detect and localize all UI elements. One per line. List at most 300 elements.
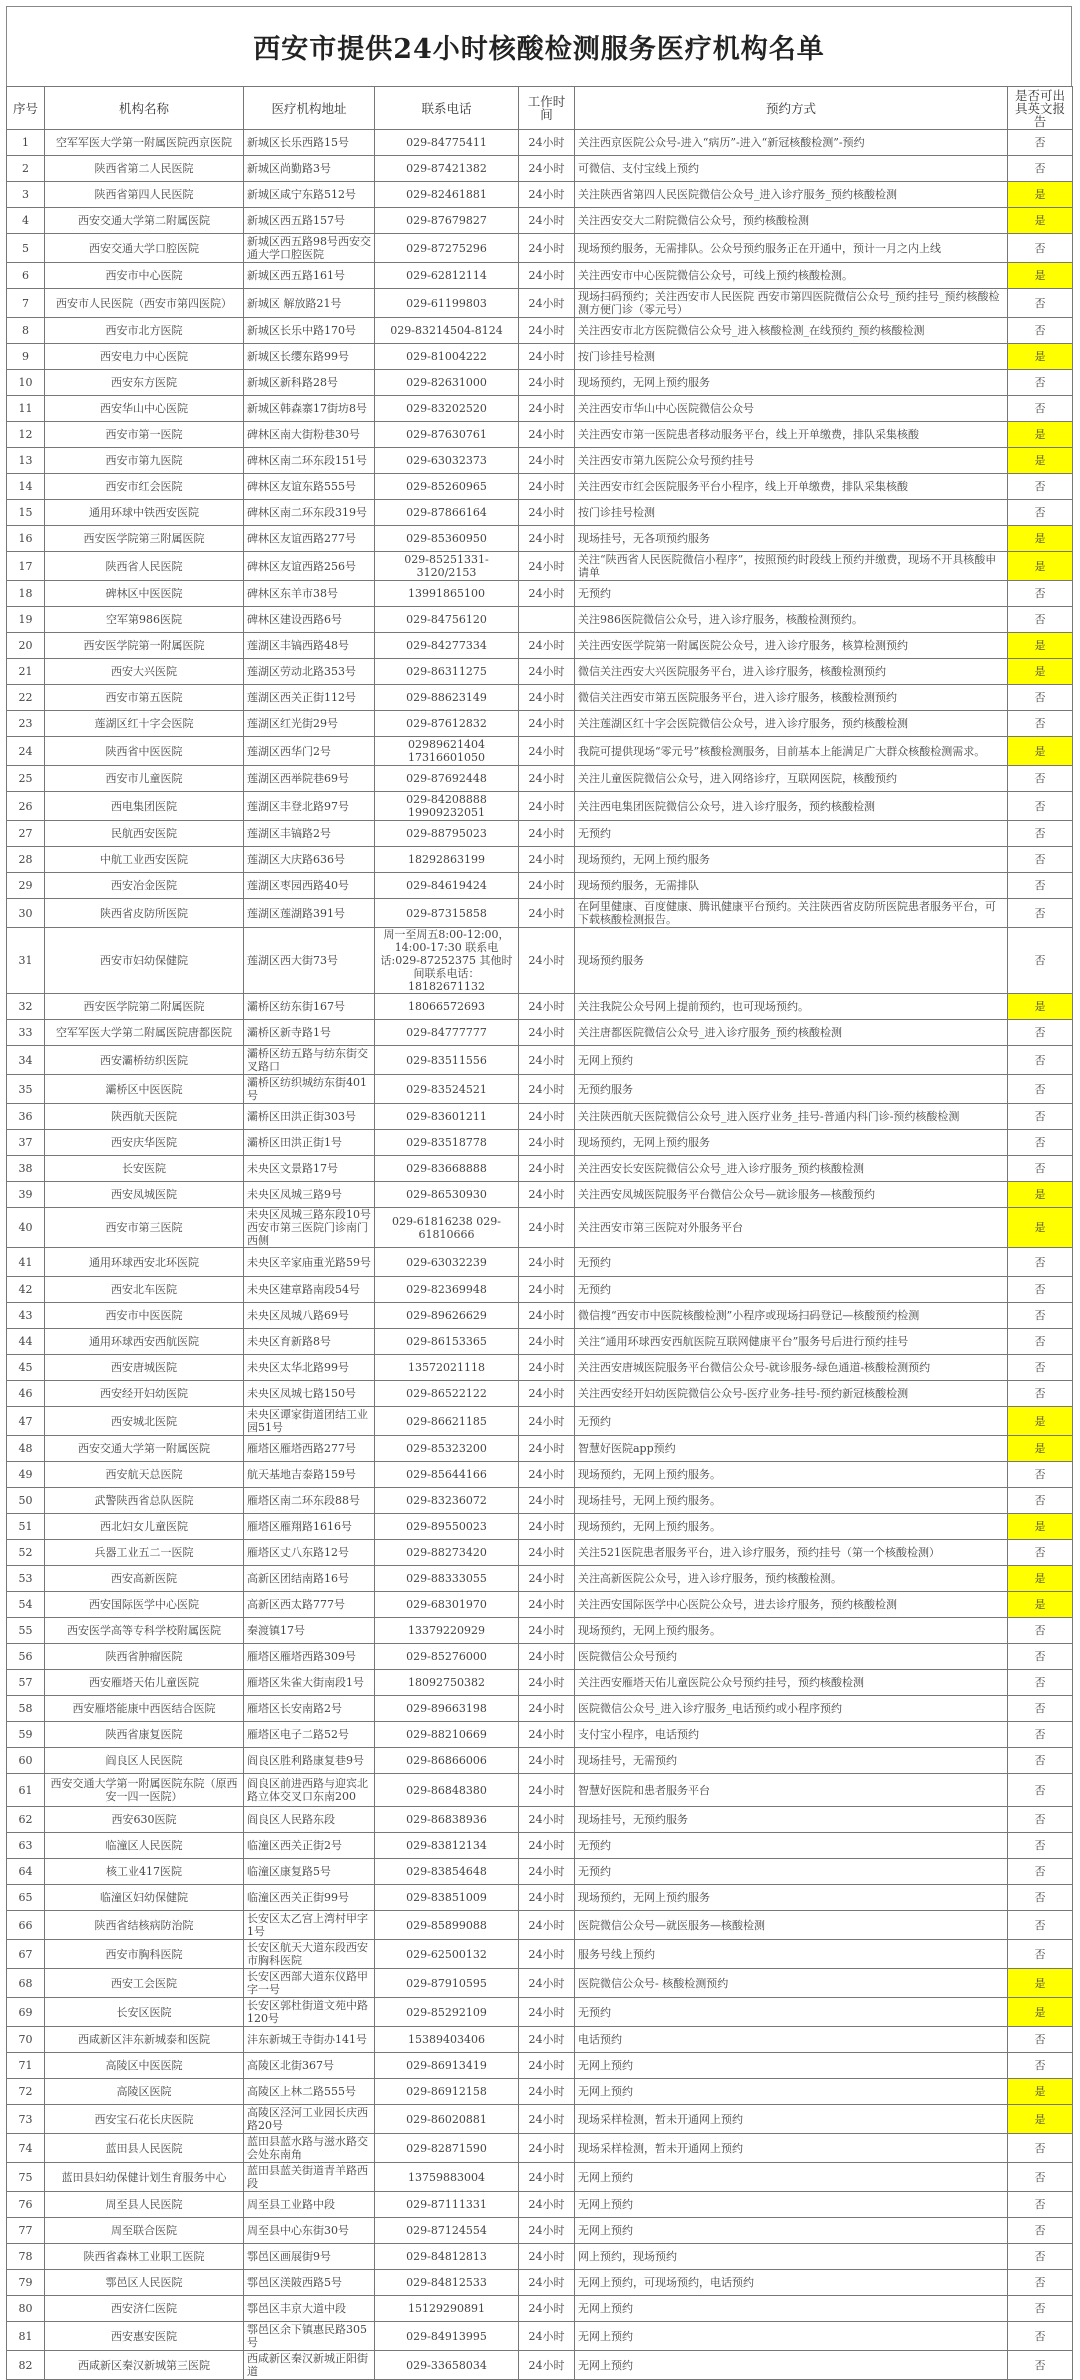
cell-hours: 24小时 (519, 1248, 575, 1277)
cell-name: 武警陕西省总队医院 (45, 1488, 244, 1514)
cell-phone: 029-83214504-8124 (375, 318, 519, 344)
cell-no: 50 (7, 1488, 45, 1514)
cell-address: 临潼区康复路5号 (244, 1859, 375, 1885)
cell-name: 陕西省康复医院 (45, 1722, 244, 1748)
cell-no: 31 (7, 928, 45, 994)
table-row (7, 1748, 1073, 1774)
cell-english-report: 是 (1008, 1969, 1073, 1998)
cell-address: 长安区郭杜街道文苑中路120号 (244, 1998, 375, 2027)
col-header-no: 序号 (7, 87, 45, 130)
cell-address: 鄠邑区渼陂西路5号 (244, 2270, 375, 2296)
cell-no: 63 (7, 1833, 45, 1859)
cell-english-report: 否 (1008, 2134, 1073, 2163)
cell-booking: 无网上预约 (575, 2322, 1008, 2351)
cell-hours: 24小时 (519, 737, 575, 766)
cell-address: 长安区太乙宫上湾村甲字1号 (244, 1911, 375, 1940)
cell-booking: 支付宝小程序，电话预约 (575, 1722, 1008, 1748)
cell-hours: 24小时 (519, 1462, 575, 1488)
cell-no: 54 (7, 1592, 45, 1618)
table-row (7, 633, 1073, 659)
cell-english-report: 否 (1008, 1329, 1073, 1355)
cell-no: 51 (7, 1514, 45, 1540)
cell-phone: 029-87679827 (375, 208, 519, 234)
table-row (7, 208, 1073, 234)
cell-hours: 24小时 (519, 1911, 575, 1940)
cell-no: 15 (7, 500, 45, 526)
cell-hours: 24小时 (519, 1208, 575, 1248)
cell-no: 17 (7, 552, 45, 581)
cell-address: 未央区育新路8号 (244, 1329, 375, 1355)
cell-no: 39 (7, 1182, 45, 1208)
table-row (7, 1156, 1073, 1182)
cell-english-report: 否 (1008, 821, 1073, 847)
table-row (7, 1514, 1073, 1540)
cell-english-report: 是 (1008, 263, 1073, 289)
cell-name: 西安交通大学第一附属医院 (45, 1436, 244, 1462)
cell-phone: 029-82631000 (375, 370, 519, 396)
cell-name: 陕西省第四人民医院 (45, 182, 244, 208)
cell-booking: 服务号线上预约 (575, 1940, 1008, 1969)
cell-no: 41 (7, 1248, 45, 1277)
cell-name: 西安唐城医院 (45, 1355, 244, 1381)
table-row (7, 581, 1073, 607)
cell-hours: 24小时 (519, 318, 575, 344)
cell-english-report: 是 (1008, 2105, 1073, 2134)
cell-booking: 可微信、支付宝线上预约 (575, 156, 1008, 182)
cell-phone: 周一至周五8:00-12:00，14:00-17:30 联系电话:029-87252375 其他时间联系电话：18182671132 (375, 928, 519, 994)
cell-address: 蓝田县蓝水路与滋水路交会处东南角 (244, 2134, 375, 2163)
cell-english-report: 是 (1008, 182, 1073, 208)
cell-hours: 24小时 (519, 526, 575, 552)
cell-address: 西咸新区秦汉新城正阳街道 (244, 2351, 375, 2380)
cell-hours: 24小时 (519, 1277, 575, 1303)
cell-phone: 029-83851009 (375, 1885, 519, 1911)
cell-no: 74 (7, 2134, 45, 2163)
cell-booking: 关注西安市华山中心医院微信公众号 (575, 396, 1008, 422)
table-row (7, 1911, 1073, 1940)
cell-english-report: 否 (1008, 1833, 1073, 1859)
cell-no: 59 (7, 1722, 45, 1748)
cell-english-report: 是 (1008, 1514, 1073, 1540)
cell-english-report: 是 (1008, 633, 1073, 659)
cell-name: 西安市人民医院（西安市第四医院） (45, 289, 244, 318)
table-row (7, 552, 1073, 581)
cell-name: 陕西省人民医院 (45, 552, 244, 581)
table-row (7, 1722, 1073, 1748)
cell-english-report: 否 (1008, 685, 1073, 711)
table-row (7, 2244, 1073, 2270)
cell-phone: 029-63032239 (375, 1248, 519, 1277)
cell-address: 雁塔区朱雀大街南段1号 (244, 1670, 375, 1696)
cell-no: 68 (7, 1969, 45, 1998)
cell-booking: 按门诊挂号检测 (575, 344, 1008, 370)
cell-address: 灞桥区新寺路1号 (244, 1020, 375, 1046)
cell-booking: 关注西京医院公众号-进入“病历”-进入“新冠核酸检测”-预约 (575, 130, 1008, 156)
cell-phone: 029-84913995 (375, 2322, 519, 2351)
cell-address: 未央区谭家街道团结工业园51号 (244, 1407, 375, 1436)
cell-name: 西安市胸科医院 (45, 1940, 244, 1969)
cell-name: 高陵区医院 (45, 2079, 244, 2105)
cell-english-report: 否 (1008, 1696, 1073, 1722)
cell-english-report: 否 (1008, 2163, 1073, 2192)
cell-address: 莲湖区西关正街112号 (244, 685, 375, 711)
cell-english-report: 是 (1008, 1208, 1073, 1248)
cell-no: 6 (7, 263, 45, 289)
cell-no: 77 (7, 2218, 45, 2244)
cell-phone: 029-84277334 (375, 633, 519, 659)
cell-english-report: 否 (1008, 500, 1073, 526)
cell-address: 灞桥区田洪正街1号 (244, 1130, 375, 1156)
cell-no: 44 (7, 1329, 45, 1355)
cell-booking: 电话预约 (575, 2027, 1008, 2053)
cell-booking: 无网上预约，可现场预约，电话预约 (575, 2270, 1008, 2296)
cell-name: 西安医学高等专科学校附属医院 (45, 1618, 244, 1644)
cell-booking: 无网上预约 (575, 2079, 1008, 2105)
cell-address: 新城区尚勤路3号 (244, 156, 375, 182)
cell-phone: 029-87692448 (375, 766, 519, 792)
cell-hours: 24小时 (519, 1833, 575, 1859)
cell-english-report: 否 (1008, 1940, 1073, 1969)
cell-name: 蓝田县人民医院 (45, 2134, 244, 2163)
cell-booking: 现场挂号，无各项预约服务 (575, 526, 1008, 552)
cell-address: 莲湖区丰镐西路48号 (244, 633, 375, 659)
table-row (7, 711, 1073, 737)
cell-address: 未央区凤城八路69号 (244, 1303, 375, 1329)
cell-hours: 24小时 (519, 1488, 575, 1514)
cell-address: 未央区凤城三路东段10号西安市第三医院门诊南门西侧 (244, 1208, 375, 1248)
cell-phone: 029-88273420 (375, 1540, 519, 1566)
cell-address: 碑林区建设西路6号 (244, 607, 375, 633)
cell-no: 70 (7, 2027, 45, 2053)
table-row (7, 899, 1073, 928)
cell-phone: 029-87630761 (375, 422, 519, 448)
cell-address: 未央区凤城三路9号 (244, 1182, 375, 1208)
cell-phone: 029-82871590 (375, 2134, 519, 2163)
table-row (7, 607, 1073, 633)
table-row (7, 2163, 1073, 2192)
cell-booking: 微信关注西安市第五医院服务平台，进入诊疗服务，核酸检测预约 (575, 685, 1008, 711)
cell-address: 高新区西太路777号 (244, 1592, 375, 1618)
table-row (7, 1303, 1073, 1329)
cell-address: 碑林区友谊西路256号 (244, 552, 375, 581)
cell-booking: 无预约 (575, 581, 1008, 607)
cell-no: 19 (7, 607, 45, 633)
cell-booking: 智慧好医院和患者服务平台 (575, 1774, 1008, 1807)
table-row (7, 1277, 1073, 1303)
cell-booking: 网上预约，现场预约 (575, 2244, 1008, 2270)
cell-address: 阎良区前进西路与迎宾北路立体交叉口东南200 (244, 1774, 375, 1807)
cell-name: 西安凤城医院 (45, 1182, 244, 1208)
table-row (7, 526, 1073, 552)
cell-phone: 029-88623149 (375, 685, 519, 711)
cell-hours: 24小时 (519, 2351, 575, 2380)
table-row (7, 873, 1073, 899)
cell-phone: 029-85260965 (375, 474, 519, 500)
cell-hours: 24小时 (519, 2322, 575, 2351)
cell-address: 莲湖区大庆路636号 (244, 847, 375, 873)
cell-booking: 关注西安市中心医院微信公众号，可线上预约核酸检测。 (575, 263, 1008, 289)
cell-no: 34 (7, 1046, 45, 1075)
cell-hours: 24小时 (519, 873, 575, 899)
cell-name: 通用环球西安西航医院 (45, 1329, 244, 1355)
cell-booking: 微信关注西安大兴医院服务平台，进入诊疗服务，核酸检测预约 (575, 659, 1008, 685)
cell-name: 陕西省中医医院 (45, 737, 244, 766)
cell-no: 33 (7, 1020, 45, 1046)
cell-phone: 029-86153365 (375, 1329, 519, 1355)
cell-phone: 029-86848380 (375, 1774, 519, 1807)
cell-english-report: 是 (1008, 1566, 1073, 1592)
table-row (7, 1130, 1073, 1156)
cell-no: 71 (7, 2053, 45, 2079)
cell-hours: 24小时 (519, 2218, 575, 2244)
cell-no: 32 (7, 994, 45, 1020)
cell-name: 莲湖区红十字会医院 (45, 711, 244, 737)
table-row (7, 1462, 1073, 1488)
cell-hours: 24小时 (519, 2134, 575, 2163)
cell-phone: 029-86020881 (375, 2105, 519, 2134)
cell-phone: 029-83236072 (375, 1488, 519, 1514)
table-row (7, 130, 1073, 156)
cell-phone: 029-87315858 (375, 899, 519, 928)
cell-hours: 24小时 (519, 1998, 575, 2027)
cell-hours: 24小时 (519, 1407, 575, 1436)
cell-english-report: 否 (1008, 2351, 1073, 2380)
cell-booking: 关注我院公众号网上提前预约，也可现场预约。 (575, 994, 1008, 1020)
cell-english-report: 是 (1008, 994, 1073, 1020)
cell-english-report: 否 (1008, 1644, 1073, 1670)
cell-booking: 关注西安凤城医院服务平台微信公众号—就诊服务—核酸预约 (575, 1182, 1008, 1208)
cell-address: 莲湖区劳动北路353号 (244, 659, 375, 685)
cell-hours: 24小时 (519, 659, 575, 685)
cell-no: 11 (7, 396, 45, 422)
cell-booking: 现场预约，无网上预约服务。 (575, 1462, 1008, 1488)
cell-address: 雁塔区南二环东段88号 (244, 1488, 375, 1514)
cell-phone: 13379220929 (375, 1618, 519, 1644)
cell-address: 新城区长乐西路15号 (244, 130, 375, 156)
cell-phone: 029-88210669 (375, 1722, 519, 1748)
cell-booking: 医院微信公众号预约 (575, 1644, 1008, 1670)
cell-no: 22 (7, 685, 45, 711)
cell-name: 通用环球中铁西安医院 (45, 500, 244, 526)
cell-booking: 在阿里健康、百度健康、腾讯健康平台预约。关注陕西省皮防所医院患者服务平台，可下载核酸检测报告。 (575, 899, 1008, 928)
table-row (7, 2270, 1073, 2296)
cell-no: 4 (7, 208, 45, 234)
table-row (7, 685, 1073, 711)
table-row (7, 1104, 1073, 1130)
cell-english-report: 否 (1008, 847, 1073, 873)
cell-booking: 关注“陕西省人民医院微信小程序”，按照预约时段线上预约并缴费，现场不开具核酸申请单 (575, 552, 1008, 581)
cell-name: 西安城北医院 (45, 1407, 244, 1436)
table-row (7, 1774, 1073, 1807)
cell-hours: 24小时 (519, 1104, 575, 1130)
cell-address: 莲湖区丰登北路97号 (244, 792, 375, 821)
cell-no: 42 (7, 1277, 45, 1303)
cell-hours: 24小时 (519, 2079, 575, 2105)
cell-booking: 按门诊挂号检测 (575, 500, 1008, 526)
cell-english-report: 是 (1008, 1592, 1073, 1618)
cell-english-report: 否 (1008, 1885, 1073, 1911)
cell-address: 新城区 解放路21号 (244, 289, 375, 318)
cell-phone: 13991865100 (375, 581, 519, 607)
cell-name: 兵器工业五二一医院 (45, 1540, 244, 1566)
cell-english-report: 否 (1008, 1462, 1073, 1488)
cell-english-report: 否 (1008, 2027, 1073, 2053)
cell-name: 西安东方医院 (45, 370, 244, 396)
cell-no: 76 (7, 2192, 45, 2218)
cell-address: 新城区西五路157号 (244, 208, 375, 234)
cell-name: 西北妇女儿童医院 (45, 1514, 244, 1540)
cell-booking: 关注521医院患者服务平台，进入诊疗服务，预约挂号（第一个核酸检测） (575, 1540, 1008, 1566)
cell-hours: 24小时 (519, 289, 575, 318)
cell-phone: 029-86912158 (375, 2079, 519, 2105)
cell-english-report: 是 (1008, 2079, 1073, 2105)
cell-name: 西安市儿童医院 (45, 766, 244, 792)
cell-phone: 15129290891 (375, 2296, 519, 2322)
cell-phone: 029-86522122 (375, 1381, 519, 1407)
table-body (7, 130, 1073, 2380)
cell-name: 西安医学院第三附属医院 (45, 526, 244, 552)
cell-no: 78 (7, 2244, 45, 2270)
cell-hours: 24小时 (519, 994, 575, 1020)
table-row (7, 994, 1073, 1020)
table-row (7, 234, 1073, 263)
table-row (7, 1182, 1073, 1208)
table-row (7, 156, 1073, 182)
cell-phone: 029-87866164 (375, 500, 519, 526)
cell-hours: 24小时 (519, 1969, 575, 1998)
cell-address: 未央区凤城七路150号 (244, 1381, 375, 1407)
cell-english-report: 是 (1008, 1436, 1073, 1462)
table-row (7, 821, 1073, 847)
cell-address: 新城区韩森寨17街坊8号 (244, 396, 375, 422)
cell-english-report: 否 (1008, 370, 1073, 396)
cell-address: 雁塔区雁塔西路277号 (244, 1436, 375, 1462)
cell-name: 空军军医大学第一附属医院西京医院 (45, 130, 244, 156)
col-header-hours: 工作时间 (519, 87, 575, 130)
cell-booking: 关注西安市北方医院微信公众号_进入核酸检测_在线预约_预约核酸检测 (575, 318, 1008, 344)
cell-booking: 关注西安市第一医院患者移动服务平台，线上开单缴费，排队采集核酸 (575, 422, 1008, 448)
cell-address: 雁塔区雁塔西路309号 (244, 1644, 375, 1670)
cell-hours (519, 607, 575, 633)
cell-english-report: 是 (1008, 1407, 1073, 1436)
cell-name: 长安医院 (45, 1156, 244, 1182)
table-row (7, 2218, 1073, 2244)
cell-hours: 24小时 (519, 1355, 575, 1381)
cell-phone: 029-85323200 (375, 1436, 519, 1462)
spreadsheet (6, 6, 1072, 2380)
cell-name: 西咸新区秦汉新城第三医院 (45, 2351, 244, 2380)
cell-no: 37 (7, 1130, 45, 1156)
cell-no: 36 (7, 1104, 45, 1130)
cell-name: 临潼区人民医院 (45, 1833, 244, 1859)
cell-name: 西安冶金医院 (45, 873, 244, 899)
cell-address: 长安区西部大道东仪路甲字一号 (244, 1969, 375, 1998)
cell-phone: 029-88795023 (375, 821, 519, 847)
cell-address: 高陵区北街367号 (244, 2053, 375, 2079)
table-row (7, 448, 1073, 474)
cell-phone: 13572021118 (375, 1355, 519, 1381)
cell-name: 碑林区中医医院 (45, 581, 244, 607)
cell-hours: 24小时 (519, 1618, 575, 1644)
cell-hours: 24小时 (519, 130, 575, 156)
cell-no: 28 (7, 847, 45, 873)
cell-english-report: 是 (1008, 526, 1073, 552)
cell-address: 碑林区南二环东段151号 (244, 448, 375, 474)
cell-booking: 关注西安雁塔天佑儿童医院公众号预约挂号，预约核酸检测 (575, 1670, 1008, 1696)
cell-phone: 029-84208888 19909232051 (375, 792, 519, 821)
cell-no: 75 (7, 2163, 45, 2192)
table-row (7, 1329, 1073, 1355)
cell-phone: 029-86311275 (375, 659, 519, 685)
cell-phone: 02989621404 17316601050 (375, 737, 519, 766)
cell-name: 西安市红会医院 (45, 474, 244, 500)
cell-english-report: 否 (1008, 1020, 1073, 1046)
cell-hours: 24小时 (519, 766, 575, 792)
cell-address: 周至县工业路中段 (244, 2192, 375, 2218)
cell-booking: 关注西电集团医院微信公众号，进入诊疗服务，预约核酸检测 (575, 792, 1008, 821)
cell-english-report: 否 (1008, 792, 1073, 821)
table-row (7, 263, 1073, 289)
cell-no: 16 (7, 526, 45, 552)
cell-address: 雁塔区丈八东路12号 (244, 1540, 375, 1566)
cell-no: 58 (7, 1696, 45, 1722)
cell-no: 46 (7, 1381, 45, 1407)
cell-name: 西安高新医院 (45, 1566, 244, 1592)
col-header-address: 医疗机构地址 (244, 87, 375, 130)
cell-name: 西安市妇幼保健院 (45, 928, 244, 994)
cell-hours: 24小时 (519, 685, 575, 711)
cell-english-report: 是 (1008, 737, 1073, 766)
cell-booking: 无网上预约 (575, 2053, 1008, 2079)
page-title: 西安市提供24小时核酸检测服务医疗机构名单 (6, 6, 1072, 86)
table-row (7, 1592, 1073, 1618)
cell-english-report: 否 (1008, 1859, 1073, 1885)
cell-hours: 24小时 (519, 2296, 575, 2322)
cell-hours: 24小时 (519, 792, 575, 821)
cell-hours: 24小时 (519, 1130, 575, 1156)
cell-no: 47 (7, 1407, 45, 1436)
cell-english-report: 否 (1008, 607, 1073, 633)
cell-no: 20 (7, 633, 45, 659)
cell-phone: 029-84619424 (375, 873, 519, 899)
cell-booking: 关注西安市第九医院公众号预约挂号 (575, 448, 1008, 474)
cell-no: 30 (7, 899, 45, 928)
cell-name: 西安雁塔天佑儿童医院 (45, 1670, 244, 1696)
cell-address: 碑林区东羊市38号 (244, 581, 375, 607)
cell-no: 1 (7, 130, 45, 156)
table-row (7, 1540, 1073, 1566)
col-header-phone: 联系电话 (375, 87, 519, 130)
cell-no: 35 (7, 1075, 45, 1104)
cell-booking: 现场预约服务，无需排队。公众号预约服务正在开通中，预计一月之内上线 (575, 234, 1008, 263)
cell-name: 临潼区妇幼保健院 (45, 1885, 244, 1911)
cell-address: 新城区西五路161号 (244, 263, 375, 289)
cell-english-report: 否 (1008, 2218, 1073, 2244)
cell-phone: 029-62812114 (375, 263, 519, 289)
cell-name: 周至县人民医院 (45, 2192, 244, 2218)
cell-address: 碑林区南大街粉巷30号 (244, 422, 375, 448)
cell-english-report: 否 (1008, 873, 1073, 899)
cell-hours: 24小时 (519, 581, 575, 607)
cell-name: 蓝田县妇幼保健计划生育服务中心 (45, 2163, 244, 2192)
cell-no: 65 (7, 1885, 45, 1911)
cell-english-report: 否 (1008, 766, 1073, 792)
cell-no: 67 (7, 1940, 45, 1969)
cell-english-report: 是 (1008, 659, 1073, 685)
cell-address: 灞桥区纺五路与纺东街交叉路口 (244, 1046, 375, 1075)
table-row (7, 1488, 1073, 1514)
cell-address: 周至县中心东街30号 (244, 2218, 375, 2244)
